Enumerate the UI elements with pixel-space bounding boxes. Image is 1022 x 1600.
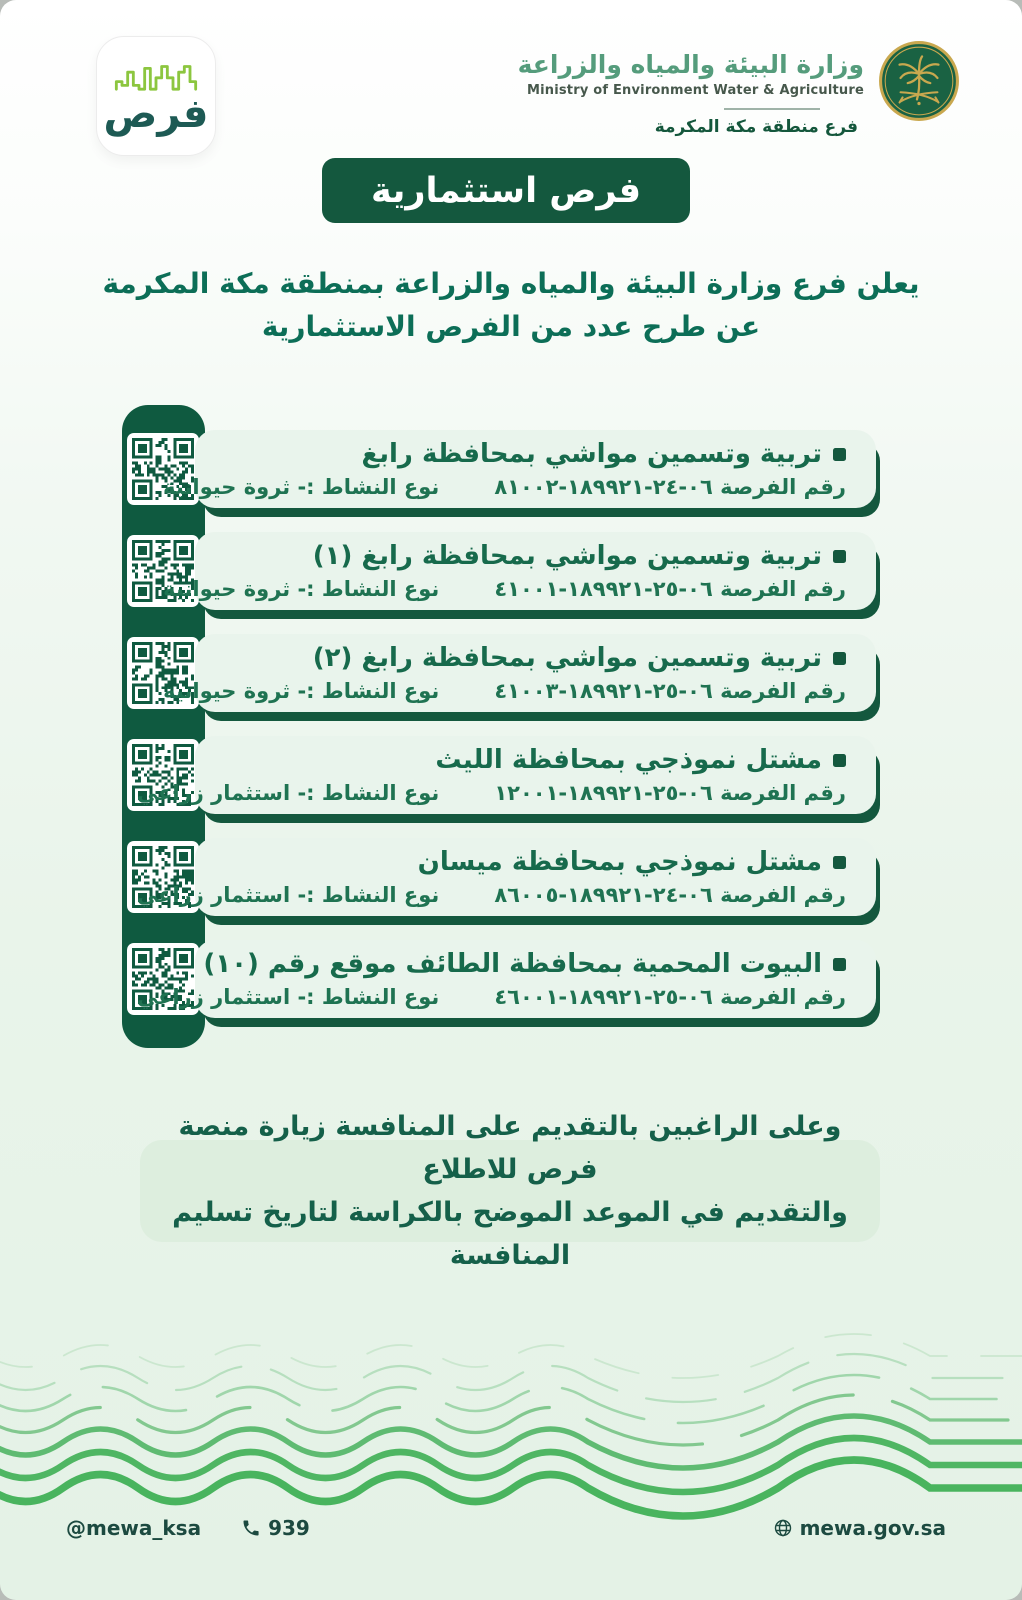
opportunity-row (136, 940, 876, 1018)
opportunity-number-label: رقم الفرصة (720, 780, 846, 805)
opportunity-number-label: رقم الفرصة (720, 474, 846, 499)
opportunity-title: مشتل نموذجي بمحافظة الليث (435, 745, 822, 775)
activity-type-label: نوع النشاط :- (297, 984, 440, 1009)
opportunity-bullet (833, 652, 846, 665)
opportunity-number: ٠٦-٢٥-١٨٩٩٢١-٤٦٠٠١ (494, 984, 713, 1009)
opportunity-number: ٠٦-٢٥-١٨٩٩٢١-٤١٠٠١ (494, 576, 713, 601)
opportunity-bullet (833, 448, 846, 461)
activity-type-value: ثروة حيوانية (163, 678, 291, 703)
opportunity-bullet (833, 958, 846, 971)
ministry-logo (518, 40, 960, 137)
opportunities-list (136, 430, 876, 1042)
opportunity-title: مشتل نموذجي بمحافظة ميسان (417, 847, 822, 877)
opportunity-title: تربية وتسمين مواشي بمحافظة رابغ (٢) (312, 643, 822, 673)
opportunity-number: ٠٦-٢٤-١٨٩٩٢١-٨٦٠٠٥ (494, 882, 713, 907)
activity-type-value: ثروة حيوانية (163, 576, 291, 601)
opportunity-number: ٠٦-٢٥-١٨٩٩٢١-٤١٠٠٣ (494, 678, 713, 703)
opportunity-row (163, 532, 876, 610)
opportunity-number: ٠٦-٢٥-١٨٩٩٢١-١٢٠٠١ (494, 780, 713, 805)
app-skyline-icon (111, 58, 201, 92)
furas-app-logo (96, 36, 216, 156)
activity-type-label: نوع النشاط :- (297, 780, 440, 805)
phone-icon (241, 1518, 261, 1538)
phone-number: 939 (268, 1516, 310, 1540)
activity-type-label: نوع النشاط :- (297, 474, 440, 499)
ministry-emblem-icon (878, 40, 960, 122)
ministry-name-english: Ministry of Environment Water & Agriculture (526, 83, 864, 98)
twitter-handle: @mewa_ksa (66, 1516, 202, 1540)
opportunity-number-label: رقم الفرصة (720, 984, 846, 1009)
activity-type-value: استثمار زراعي (136, 882, 291, 907)
website: mewa.gov.sa (799, 1516, 946, 1540)
note-box (140, 1110, 880, 1272)
opportunity-bullet (833, 856, 846, 869)
activity-type-value: استثمار زراعي (136, 780, 291, 805)
note-line-1: وعلى الراغبين بالتقديم على المنافسة زيارة منصة فرص للاطلاع (178, 1110, 842, 1185)
opportunity-title: البيوت المحمية بمحافظة الطائف موقع رقم (١٠) (203, 949, 822, 979)
opportunity-row (136, 736, 876, 814)
intro-line-1: يعلن فرع وزارة البيئة والمياه والزراعة بمنطقة مكة المكرمة (102, 267, 920, 300)
opportunity-number-label: رقم الفرصة (720, 882, 846, 907)
banner-title: فرص استثمارية (322, 158, 690, 223)
activity-type-label: نوع النشاط :- (297, 882, 440, 907)
activity-type-label: نوع النشاط :- (297, 678, 440, 703)
app-logo-text: فرص (103, 91, 209, 137)
ministry-name-arabic: وزارة البيئة والمياه والزراعة (517, 50, 864, 79)
opportunity-title: تربية وتسمين مواشي بمحافظة رابغ (١) (312, 541, 822, 571)
opportunity-title: تربية وتسمين مواشي بمحافظة رابغ (361, 439, 822, 469)
ministry-divider (724, 108, 820, 110)
activity-type-value: ثروة حيوانية (163, 474, 291, 499)
ministry-branch-label: فرع منطقة مكة المكرمة (654, 117, 858, 137)
footer (66, 1510, 946, 1546)
opportunity-row (163, 430, 876, 508)
opportunity-number-label: رقم الفرصة (720, 576, 846, 601)
intro-line-2: عن طرح عدد من الفرص الاستثمارية (261, 310, 761, 344)
opportunity-number-label: رقم الفرصة (720, 678, 846, 703)
opportunity-bullet (833, 754, 846, 767)
note-line-2: والتقديم في الموعد الموضح بالكراسة لتاريخ تسليم المنافسة (172, 1197, 848, 1272)
intro-text (0, 262, 1022, 349)
activity-type-value: استثمار زراعي (136, 984, 291, 1009)
opportunity-number: ٠٦-٢٤-١٨٩٩٢١-٨١٠٠٢ (494, 474, 713, 499)
activity-type-label: نوع النشاط :- (297, 576, 440, 601)
qr-strip (122, 405, 205, 1048)
opportunity-row (136, 838, 876, 916)
opportunity-bullet (833, 550, 846, 563)
globe-icon (773, 1518, 793, 1538)
opportunity-row (163, 634, 876, 712)
